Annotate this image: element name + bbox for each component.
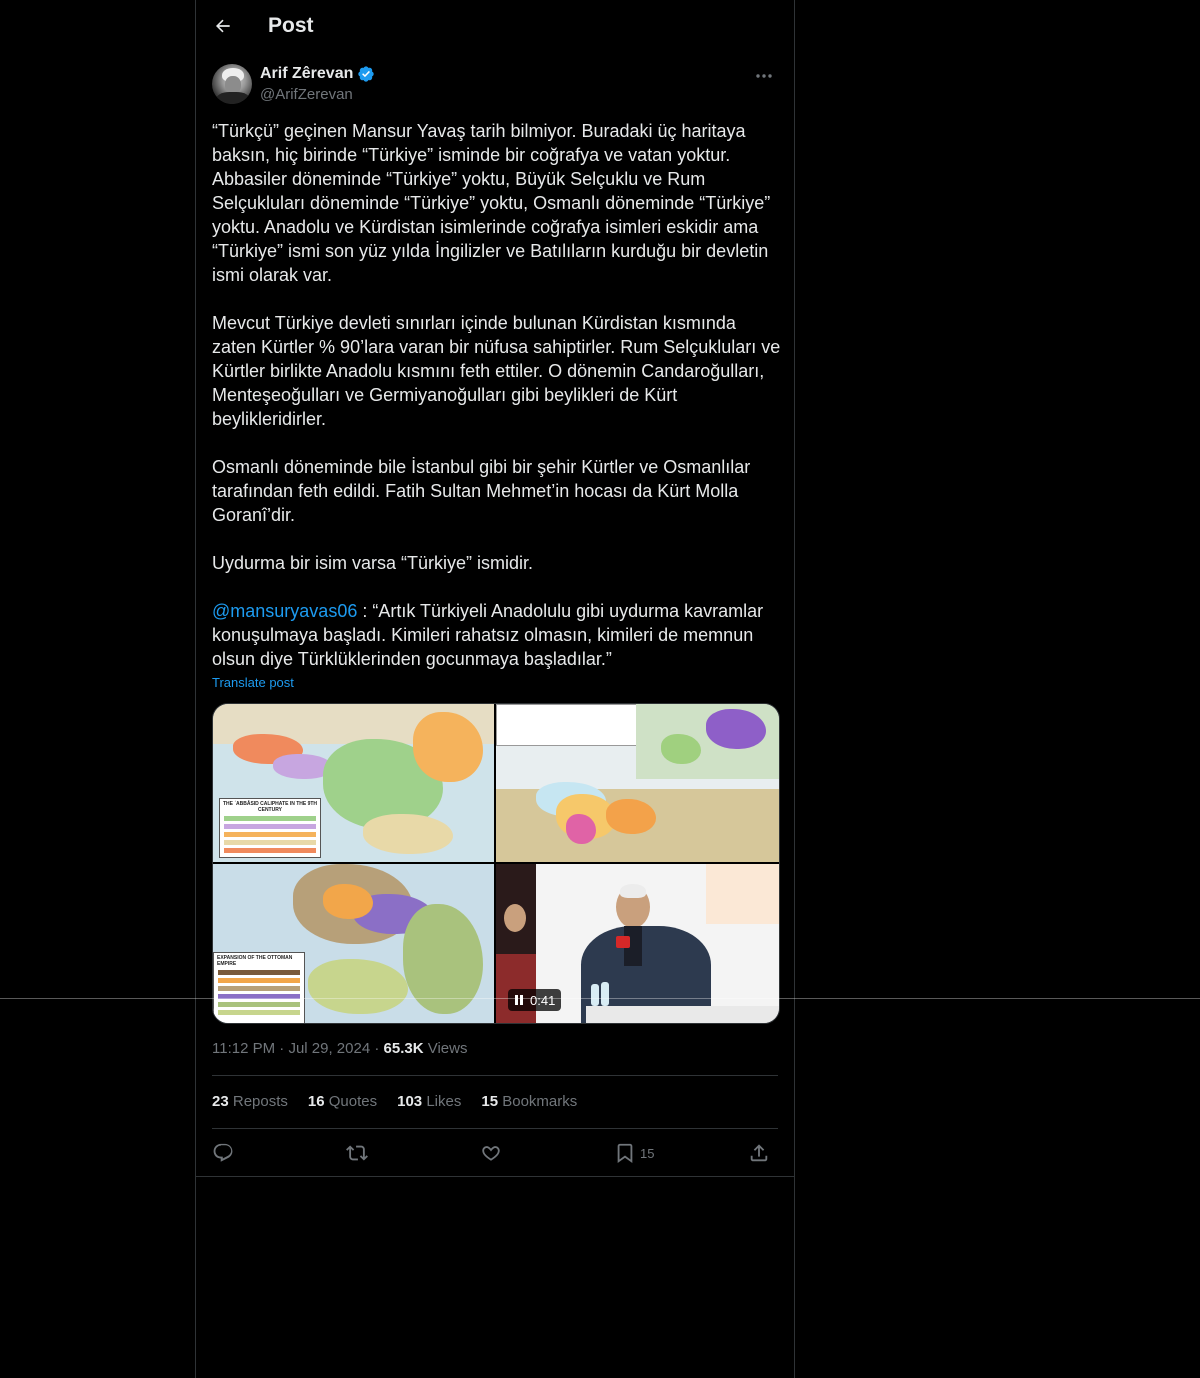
post-column: [195, 0, 795, 1378]
map1-legend-title: THE ʿABBĀSID CALIPHATE IN THE 9TH CENTURY: [222, 801, 318, 813]
bookmarks-stat[interactable]: 15 Bookmarks: [481, 1093, 578, 1110]
post-date[interactable]: Jul 29, 2024: [288, 1040, 371, 1057]
like-button[interactable]: [480, 1140, 502, 1166]
quote-text: : “Artık Türkiyeli Anadolulu gibi uydurma kavramlar konuşulmaya başladı. Kimileri rahatsız olmasın, kimileri de memnun olsun diye Türklüklerinden gocunmaya başladılar.”: [212, 601, 764, 669]
views-count: 65.3K: [383, 1040, 424, 1057]
translate-post-link[interactable]: Translate post: [212, 675, 294, 690]
tweet-paragraph: “Türkçü” geçinen Mansur Yavaş tarih bilmiyor. Buradaki üç haritaya baksın, hiç birinde “Türkiye” isminde bir coğrafya ve vatan yoktur. Abbasiler döneminde “Türkiye” yoktu, Büyük Selçuklu ve Rum Selçukluları döneminde “Türkiye” yoktu, Osmanlı döneminde “Türkiye” yoktu. Anadolu ve Kürdistan isimlerinde coğrafya isimleri eskidir ama “Türkiye” ismi son yüz yılda İngilizler ve Batılıların kurduğu bir devletin ismi olarak var.: [212, 121, 771, 285]
post-time[interactable]: 11:12 PM: [212, 1040, 276, 1057]
back-button[interactable]: [208, 11, 238, 41]
views-label: Views: [427, 1040, 468, 1057]
heart-icon: [480, 1142, 502, 1164]
post-meta: 11:12 PM · Jul 29, 2024 · 65.3K Views: [212, 1040, 468, 1057]
author-display-name[interactable]: Arif Zêrevan: [260, 65, 354, 82]
video-time: 0:41: [530, 992, 556, 1008]
overlay-guide-line: [0, 998, 1200, 999]
bookmark-icon: [614, 1142, 636, 1164]
reposts-stat[interactable]: 23 Reposts: [212, 1093, 288, 1110]
video-thumbnail[interactable]: [496, 864, 779, 1023]
video-timer-badge[interactable]: [508, 989, 561, 1011]
reply-icon: [212, 1142, 234, 1164]
author-handle[interactable]: @ArifZerevan: [260, 86, 353, 103]
mention-link[interactable]: @mansuryavas06: [212, 601, 358, 621]
avatar[interactable]: [212, 64, 252, 104]
more-options-button[interactable]: [750, 64, 778, 88]
more-dots-icon: [755, 73, 773, 79]
divider: [196, 1176, 794, 1177]
pause-icon[interactable]: [514, 994, 524, 1006]
map-seljuk-image[interactable]: [496, 704, 779, 862]
post-author: [212, 64, 778, 108]
divider: [212, 1075, 778, 1076]
post-header: [196, 0, 794, 53]
share-icon: [748, 1142, 770, 1164]
likes-stat[interactable]: 103 Likes: [397, 1093, 462, 1110]
tweet-paragraph: Osmanlı döneminde bile İstanbul gibi bir şehir Kürtler ve Osmanlılar tarafından feth edildi. Fatih Sultan Mehmet’in hocası da Kürt Molla Goranî’dir.: [212, 457, 751, 525]
bookmark-count: 15: [640, 1145, 655, 1161]
bookmark-button[interactable]: [614, 1140, 654, 1166]
page-title: Post: [268, 14, 314, 37]
tweet-quote-paragraph: [212, 599, 784, 671]
media-grid: [212, 703, 780, 1024]
quotes-stat[interactable]: 16 Quotes: [307, 1093, 378, 1110]
author-name-row: [260, 65, 375, 83]
arrow-left-icon: [213, 16, 233, 36]
map3-legend-title: EXPANSION OF THE OTTOMAN EMPIRE: [217, 955, 293, 967]
action-bar: [212, 1140, 778, 1166]
tweet-paragraph: Mevcut Türkiye devleti sınırları içinde bulunan Kürdistan kısmında zaten Kürtler % 90’lara varan bir nüfusa sahiptirler. Rum Selçukluları ve Kürtler birlikte Anadolu kısmını feth ettiler. O dönemin Candaroğulları, Menteşeoğulları ve Germiyanoğulları gibi beylikleri de Kürt beylikleridirler.: [212, 313, 781, 429]
tweet-paragraph: Uydurma bir isim varsa “Türkiye” ismidir.: [212, 553, 534, 573]
repost-icon: [346, 1142, 368, 1164]
repost-button[interactable]: [346, 1140, 368, 1166]
tweet-text: [212, 119, 784, 671]
reply-button[interactable]: [212, 1140, 234, 1166]
map-ottoman-image[interactable]: [213, 864, 494, 1023]
divider: [212, 1128, 778, 1129]
verified-badge-icon[interactable]: [357, 65, 375, 83]
engagement-stats: [212, 1093, 577, 1110]
map-abbasid-image[interactable]: [213, 704, 494, 862]
share-button[interactable]: [748, 1140, 770, 1166]
